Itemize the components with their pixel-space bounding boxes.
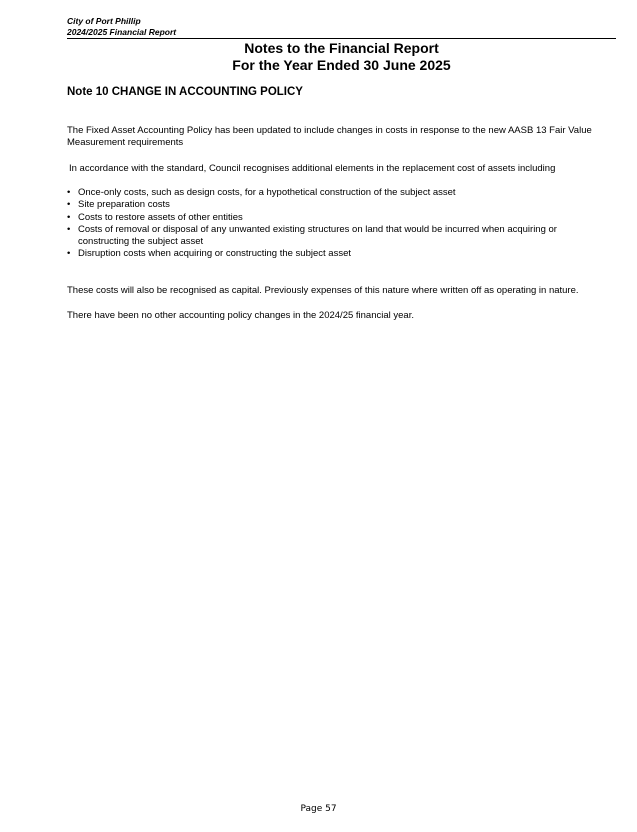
paragraph-capital: These costs will also be recognised as capital. Previously expenses of this nature where written off as operating in nature. — [67, 285, 579, 296]
document-header — [67, 16, 176, 38]
list-item: • Costs of removal or disposal of any unwanted existing structures on land that would be incurred when acquiring or constructing the subject asset — [67, 224, 607, 249]
list-item: • Disruption costs when acquiring or constructing the subject asset — [67, 248, 607, 260]
page-number: Page 57 — [300, 804, 337, 814]
organisation-name: City of Port Phillip — [67, 16, 141, 26]
paragraph-no-other-changes: There have been no other accounting policy changes in the 2024/25 financial year. — [67, 310, 414, 321]
cost-elements-list — [67, 187, 607, 261]
title-line-1: Notes to the Financial Report — [244, 40, 439, 56]
header-divider — [67, 38, 616, 39]
paragraph-standard: In accordance with the standard, Council recognises additional elements in the replacement cost of assets including — [69, 163, 556, 174]
report-name: 2024/2025 Financial Report — [67, 27, 177, 37]
list-item: • Costs to restore assets of other entities — [67, 212, 607, 224]
list-item: • Once-only costs, such as design costs, for a hypothetical construction of the subject asset — [67, 187, 607, 199]
note-heading: Note 10 CHANGE IN ACCOUNTING POLICY — [67, 86, 303, 98]
paragraph-policy-update: The Fixed Asset Accounting Policy has been updated to include changes in costs in response to the new AASB 13 Fair Value Measurement requirements — [67, 125, 592, 149]
list-item: • Site preparation costs — [67, 199, 607, 211]
title-line-2: For the Year Ended 30 June 2025 — [232, 57, 451, 73]
page-title — [67, 40, 616, 74]
